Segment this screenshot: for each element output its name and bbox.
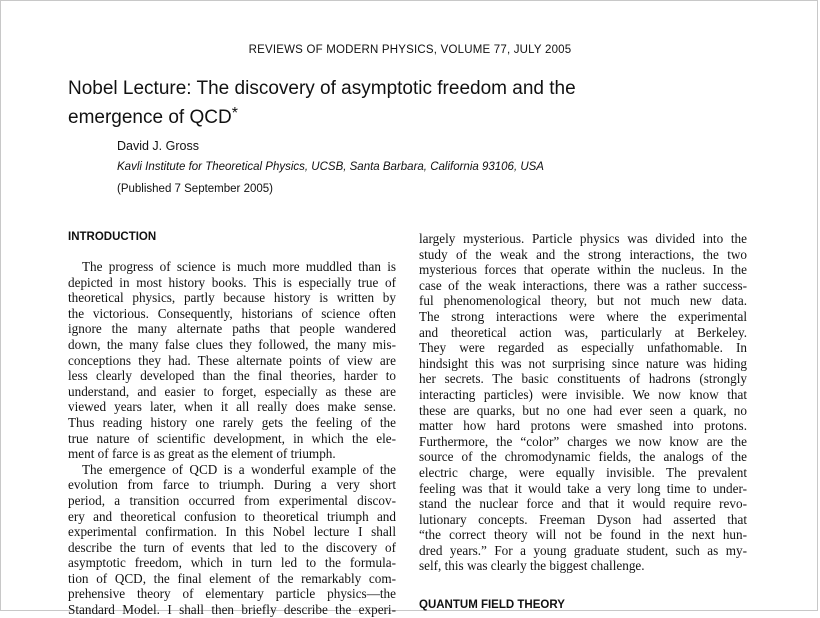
paper-title <box>68 76 668 130</box>
left-column-text <box>68 259 396 618</box>
text-line: depicted in most history books. This is especially true of <box>68 274 396 290</box>
title-line-1: Nobel Lecture: The discovery of asymptotic freedom and the <box>68 78 576 99</box>
text-line: tion of QCD, the final element of the remarkably com- <box>68 570 396 586</box>
text-line: source of the chromodynamic fields, the analogs of the <box>419 449 747 465</box>
text-line: “the correct theory will not be found in the next hun- <box>419 527 747 543</box>
section-heading-introduction: INTRODUCTION <box>68 231 157 243</box>
right-column-text <box>419 231 747 574</box>
text-line: period, a transition occurred from experimental discov- <box>68 492 396 508</box>
text-line: feeling was that it would take a very long time to under- <box>419 480 747 496</box>
text-line: The strong interactions were where the experimental <box>419 308 747 324</box>
text-line: ignore the many alternate paths that people wandered <box>68 321 396 337</box>
text-line: describe the turn of events that led to the discovery of <box>68 539 396 555</box>
author-name: David J. Gross <box>117 139 199 153</box>
title-line-2: emergence of QCD <box>68 107 232 128</box>
text-line: experimental confirmation. In this Nobel lecture I shall <box>68 524 396 540</box>
section-heading-qft: QUANTUM FIELD THEORY <box>419 599 565 611</box>
text-line: Furthermore, the “color” charges we now know are the <box>419 433 747 449</box>
text-line: case of the weak interactions, there was a rather success- <box>419 277 747 293</box>
text-line: evolution from farce to triumph. During a very short <box>68 477 396 493</box>
text-line: less clearly developed than the final theories, harder to <box>68 368 396 384</box>
text-line: ful phenomenological theory, but not much new data. <box>419 293 747 309</box>
text-line: interacting particles) were invisible. We now know that <box>419 386 747 402</box>
title-footnote-mark[interactable]: * <box>231 105 238 122</box>
text-line: understand, and easier to forget, especially as these are <box>68 383 396 399</box>
text-line: The emergence of QCD is a wonderful example of the <box>82 461 396 477</box>
text-line: stand the nuclear force and that it would require revo- <box>419 496 747 512</box>
text-line: down, the many false clues they followed, the many mis- <box>68 336 396 352</box>
text-line: study of the weak and the strong interactions, the two <box>419 246 747 262</box>
text-line: her secrets. The basic constituents of hadrons (strongly <box>419 371 747 387</box>
text-line: conceptions they had. These alternate points of view are <box>68 352 396 368</box>
text-line: They were regarded as especially unfathomable. In <box>419 340 747 356</box>
text-line: self, this was clearly the biggest challenge. <box>419 558 645 574</box>
text-line: prehensive theory of elementary particle physics—the <box>68 586 396 602</box>
text-line: The progress of science is much more muddled than is <box>82 259 396 274</box>
text-line: and theoretical action was, particularly at Berkeley. <box>419 324 747 340</box>
text-line: asymptotic freedom, which in turn led to the formula- <box>68 555 396 571</box>
text-line: matter how hard protons were smashed into protons. <box>419 418 747 434</box>
text-line: Standard Model. I shall then briefly describe the experi- <box>68 602 396 618</box>
text-line: mysterious forces that operate within the nucleus. In the <box>419 262 747 278</box>
text-line: the victorious. Consequently, historians of science often <box>68 305 396 321</box>
text-line: viewed years later, when it all really does make sense. <box>68 399 396 415</box>
text-line: theoretical physics, partly because history is written by <box>68 290 396 306</box>
running-header: REVIEWS OF MODERN PHYSICS, VOLUME 77, JULY 2005 <box>248 44 572 56</box>
text-line: largely mysterious. Particle physics was divided into the <box>419 231 747 246</box>
text-line: true nature of scientific development, in which the ele- <box>68 430 396 446</box>
text-line: ment of farce is as great as the element of triumph. <box>68 446 336 462</box>
author-affiliation: Kavli Institute for Theoretical Physics, UCSB, Santa Barbara, California 93106, USA <box>117 161 544 173</box>
text-line: these are quarks, but no one had ever seen a quark, no <box>419 402 747 418</box>
text-line: Thus reading history one rarely gets the feeling of the <box>68 414 396 430</box>
text-line: ery and theoretical confusion to theoretical triumph and <box>68 508 396 524</box>
publication-date: (Published 7 September 2005) <box>117 183 273 195</box>
text-line: dred years.” For a young graduate student, such as my- <box>419 542 747 558</box>
text-line: electric charge, were equally invisible. The prevalent <box>419 464 747 480</box>
text-line: hindsight this was not surprising since nature was hiding <box>419 355 747 371</box>
text-line: lutionary concepts. Freeman Dyson had asserted that <box>419 511 747 527</box>
